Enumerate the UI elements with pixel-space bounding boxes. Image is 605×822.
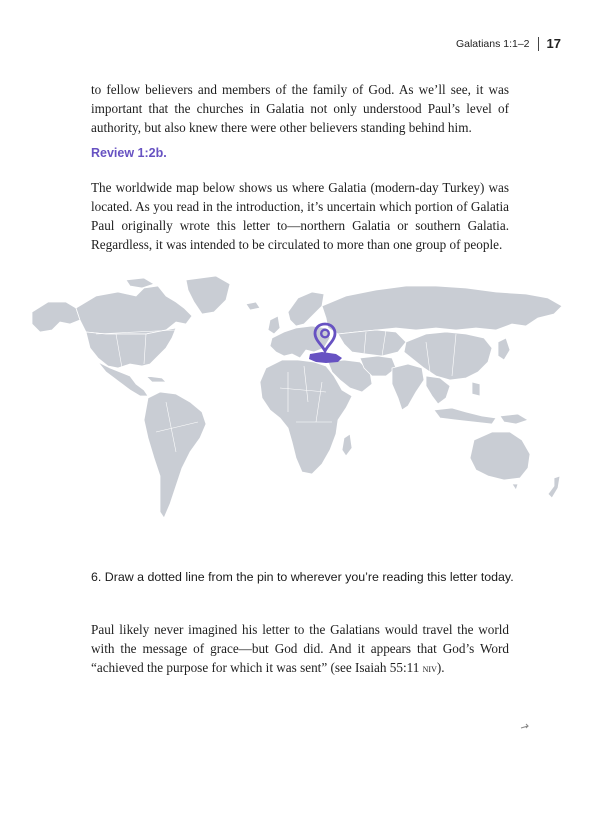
paragraph-map-description: The worldwide map below shows us where Galatia (modern-day Turkey) was located. As you read in the introduction, it’s uncertain which portion of Galatia Paul originally wrote this letter to—northern Galatia or southern Galatia. Regardless, it was intended to be circulated to more than one group of people. bbox=[91, 180, 509, 252]
map-philippines bbox=[472, 382, 480, 396]
review-heading: Review 1:2b. bbox=[91, 146, 167, 160]
map-central-asia bbox=[338, 330, 406, 356]
bible-version-abbrev: niv bbox=[422, 663, 437, 675]
map-alaska bbox=[32, 302, 80, 332]
map-greenland bbox=[186, 276, 230, 314]
map-canada bbox=[76, 286, 192, 334]
map-papua bbox=[500, 414, 528, 424]
map-new-zealand bbox=[548, 476, 560, 498]
world-map bbox=[26, 272, 574, 540]
corner-mark bbox=[520, 722, 532, 730]
paragraph-intro: to fellow believers and members of the family of God. As we’ll see, it was important that the churches in Galatia not only understood Paul’s level of authority, but also knew there were other believers standing behind him. bbox=[91, 82, 509, 135]
running-header bbox=[456, 36, 561, 51]
map-south-america bbox=[144, 392, 206, 518]
map-turkey-highlight bbox=[309, 352, 342, 363]
map-mexico bbox=[98, 362, 148, 396]
map-madagascar bbox=[342, 434, 352, 456]
closing-text-end: ). bbox=[436, 660, 445, 675]
map-japan bbox=[498, 338, 510, 360]
question-6: 6. Draw a dotted line from the pin to wherever you’re reading this letter today. bbox=[91, 570, 514, 584]
map-scandinavia bbox=[288, 292, 324, 326]
map-india bbox=[392, 364, 424, 410]
map-iceland bbox=[246, 302, 260, 310]
map-tasmania bbox=[512, 484, 518, 490]
chapter-reference: Galatians 1:1–2 bbox=[455, 37, 530, 50]
map-russia bbox=[322, 286, 562, 334]
paragraph-closing bbox=[91, 620, 509, 679]
map-se-asia bbox=[426, 376, 450, 404]
map-australia bbox=[470, 432, 530, 480]
map-indonesia bbox=[434, 408, 496, 424]
map-caribbean bbox=[146, 376, 166, 382]
map-arctic-islands bbox=[126, 278, 154, 288]
header-divider bbox=[538, 37, 539, 51]
map-uk bbox=[268, 316, 280, 334]
closing-text: Paul likely never imagined his letter to the Galatians would travel the world with the message of grace—but God did. And it appears that God’s Word “achieved the purpose for which it was sent” (see Isaiah 55:11 bbox=[91, 622, 509, 675]
page-number: 17 bbox=[546, 36, 561, 51]
